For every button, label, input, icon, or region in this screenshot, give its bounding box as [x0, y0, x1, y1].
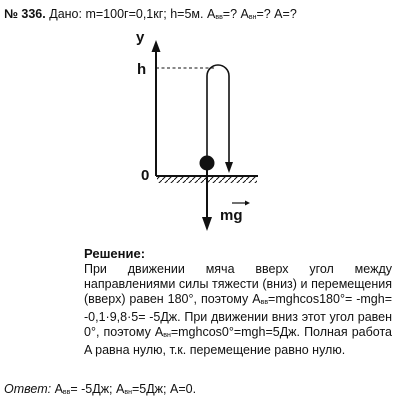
question-a-up: Aвв=? — [207, 7, 241, 21]
height-label: h — [137, 61, 147, 78]
question-a-down: Aвн=? A=? — [240, 7, 297, 21]
solution-text — [84, 262, 392, 358]
work-up-symbol: Aвв — [252, 292, 269, 306]
problem-number: № 336. — [4, 7, 46, 21]
answer-line: Ответ: Aвв= -5Дж; Aвн=5Дж; A=0. — [4, 382, 197, 396]
y-axis-label: y — [136, 29, 145, 46]
formula-up: =mghcos180°= -mgh= -0,1·9,8·5= -5Дж. — [84, 292, 392, 324]
solution-paragraph: При движении мяча вверх угол между направлениями силы тяжести (вниз) и перемещения (вверх) равен 180°, поэтому Aвв=mghcos180°= -mgh= -0,1·9,8·5= -5Дж. При движении вниз этот угол равен 0°, поэтому Aвн=mghcos0°=mgh=5Дж. Полная работа A равна нулю, т.к. перемещение равно нулю. — [84, 262, 392, 357]
solution-title: Решение: — [84, 246, 146, 261]
ball — [200, 156, 215, 171]
gravity-arrow-icon — [202, 217, 212, 231]
trajectory-arrow-icon — [225, 162, 233, 173]
gravity-label: mg — [220, 207, 243, 224]
gravity-label-arrow-icon — [245, 201, 250, 206]
formula-down: =mghcos0°=mgh=5Дж. — [170, 325, 301, 339]
y-axis-arrow-icon — [152, 40, 161, 52]
work-down-symbol: Aвн — [154, 325, 171, 339]
given-data: Дано: m=100г=0,1кг; h=5м. — [49, 7, 204, 21]
trajectory-path — [207, 65, 229, 166]
origin-label: 0 — [141, 167, 150, 184]
answer-label: Ответ: — [4, 382, 52, 396]
